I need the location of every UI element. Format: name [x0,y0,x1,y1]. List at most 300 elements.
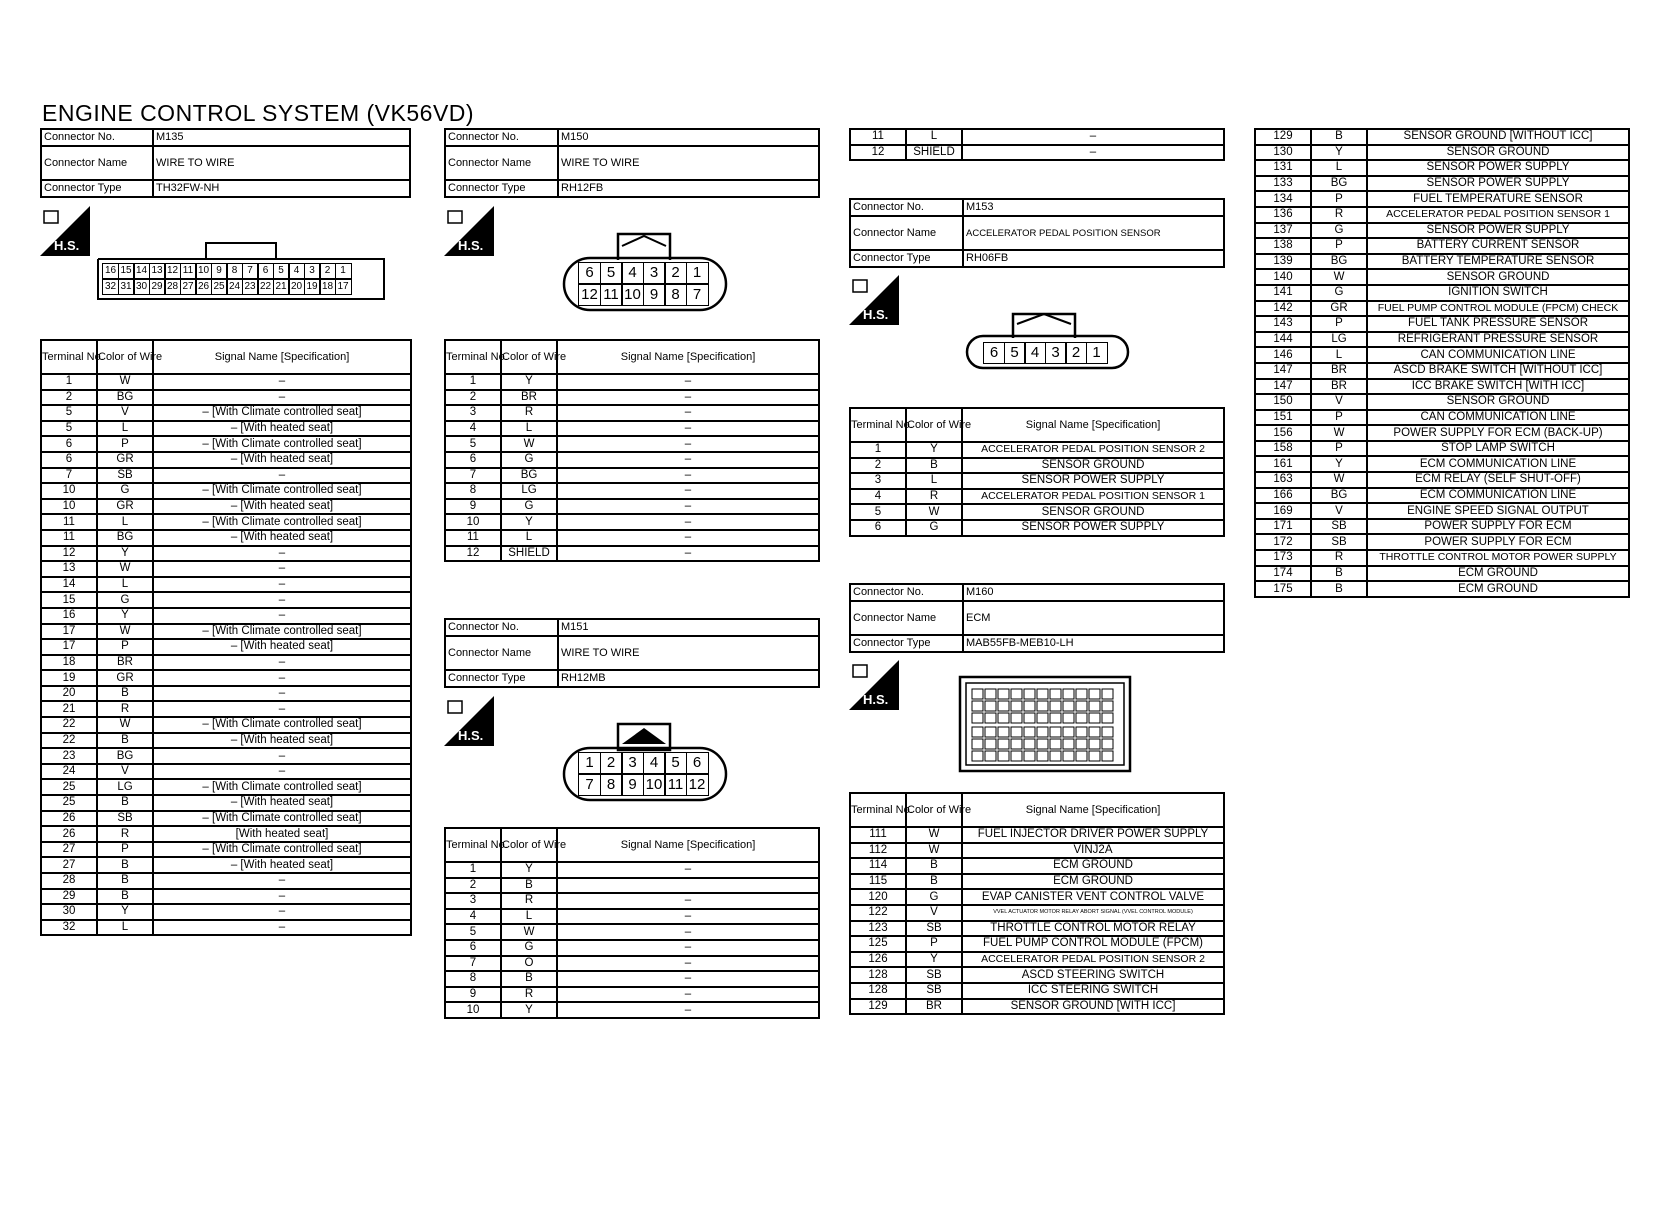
table-row [1255,145,1629,161]
connector-pin: 11 [664,774,687,796]
table-row [1255,129,1629,145]
terminal-cell: 7 [445,468,501,484]
signal-cell: IGNITION SWITCH [1367,285,1629,301]
wire-color-cell: G [906,889,962,905]
connector-pin: 16 [102,263,119,279]
ecm-connector-cavity [1011,701,1022,711]
ecm-connector-cavity [1076,727,1087,737]
terminal-cell: 1 [445,862,501,878]
ecm-connector-cavity [1063,751,1074,761]
signal-cell: – [153,546,411,562]
signal-cell: ECM RELAY (SELF SHUT-OFF) [1367,472,1629,488]
signal-cell: – [153,920,411,936]
m151-cont-pin-table [849,128,1225,161]
wire-color-cell: Y [906,952,962,968]
signal-cell: – [557,862,819,878]
signal-cell: SENSOR POWER SUPPLY [1367,176,1629,192]
m153-pin-table [849,407,1225,537]
table-row [1255,332,1629,348]
terminal-cell: 5 [41,405,97,421]
m135-connector [96,241,386,306]
terminal-cell: 16 [41,608,97,624]
signal-cell: ECM COMMUNICATION LINE [1367,488,1629,504]
terminal-cell: 7 [41,468,97,484]
table-row [850,843,1224,859]
wire-color-cell: Y [1311,456,1367,472]
wire-color-cell: R [501,987,557,1003]
connector-no-label: Connector No. [850,584,963,601]
connector-pin: 27 [180,279,197,295]
ecm-connector-cavity [1063,727,1074,737]
ecm-connector-cavity [998,713,1009,723]
connector-pin: 4 [643,752,666,774]
table-row [1255,316,1629,332]
signal-cell: – [557,421,819,437]
table-row [41,795,411,811]
ecm-connector-cavity [1024,727,1035,737]
signal-cell: – [153,592,411,608]
signal-cell: THROTTLE CONTROL MOTOR POWER SUPPLY [1367,550,1629,566]
ecm-connector-cavity [972,689,983,699]
table-row [850,473,1224,489]
wire-color-cell: V [97,405,153,421]
ecm-connector-cavity [985,727,996,737]
signal-cell: – [With heated seat] [153,733,411,749]
connector-pin: 2 [319,263,336,279]
signal-name-header: Signal Name [Specification] [962,793,1224,827]
m160-cont-block [1254,128,1630,598]
signal-cell: – [557,940,819,956]
wire-color-cell: GR [97,452,153,468]
signal-cell: FUEL INJECTOR DRIVER POWER SUPPLY [962,827,1224,843]
signal-cell: – [962,145,1224,161]
connector-name-label: Connector Name [850,216,963,250]
ecm-connector-cavity [1024,701,1035,711]
signal-cell: – [557,530,819,546]
table-row [850,889,1224,905]
wire-color-cell: R [501,893,557,909]
signal-name-header: Signal Name [Specification] [557,340,819,374]
ecm-connector-cavity [972,739,983,749]
terminal-cell: 12 [445,546,501,562]
signal-cell: – [With heated seat] [153,530,411,546]
connector-pin: 31 [118,279,135,295]
signal-cell: POWER SUPPLY FOR ECM [1367,519,1629,535]
terminal-cell: 173 [1255,550,1311,566]
table-row [41,639,411,655]
terminal-cell: 27 [41,842,97,858]
table-row [41,889,411,905]
terminal-cell: 138 [1255,238,1311,254]
terminal-cell: 5 [445,436,501,452]
signal-cell: – [153,577,411,593]
wire-color-cell: W [97,374,153,390]
signal-cell: SENSOR GROUND [1367,145,1629,161]
signal-cell: – [557,452,819,468]
wire-color-cell: L [1311,347,1367,363]
signal-cell: – [557,893,819,909]
terminal-cell: 25 [41,795,97,811]
table-row [445,436,819,452]
connector-name-value: WIRE TO WIRE [153,146,410,180]
wire-color-cell: W [97,624,153,640]
connector-pin: 7 [686,284,709,306]
terminal-cell: 2 [445,878,501,894]
table-row [850,952,1224,968]
terminal-cell: 6 [41,436,97,452]
wire-color-cell: P [1311,410,1367,426]
table-row [850,827,1224,843]
m151-pin-table [444,827,820,1019]
connector-pin: 13 [149,263,166,279]
terminal-cell: 143 [1255,316,1311,332]
connector-name-label: Connector Name [850,601,963,635]
terminal-cell: 1 [850,442,906,458]
terminal-cell: 172 [1255,534,1311,550]
signal-cell: ECM GROUND [1367,566,1629,582]
connector-pin: 1 [686,262,709,284]
connector-name-label: Connector Name [41,146,153,180]
m151-pin-block [444,827,820,1019]
ecm-connector-cavity [972,713,983,723]
connector-type-label: Connector Type [41,180,153,197]
table-row [41,670,411,686]
connector-pin: 3 [643,262,666,284]
terminal-cell: 128 [850,983,906,999]
terminal-cell: 2 [850,458,906,474]
signal-cell: SENSOR GROUND [WITH ICC] [962,999,1224,1015]
wire-color-cell: Y [501,374,557,390]
terminal-cell: 151 [1255,410,1311,426]
signal-cell: – [557,468,819,484]
terminal-cell: 12 [850,145,906,161]
wire-color-cell: G [501,499,557,515]
wire-color-cell: L [501,421,557,437]
wire-color-cell: BG [1311,176,1367,192]
terminal-cell: 15 [41,592,97,608]
connector-name-value: ACCELERATOR PEDAL POSITION SENSOR [963,216,1224,250]
terminal-cell: 156 [1255,425,1311,441]
ecm-connector-cavity [1050,713,1061,723]
ecm-connector-cavity [1037,727,1048,737]
ecm-connector-cavity [1037,689,1048,699]
wire-color-cell: L [97,920,153,936]
wire-color-cell: SHIELD [501,546,557,562]
wire-color-cell: B [501,878,557,894]
ecm-connector-cavity [1063,739,1074,749]
wire-color-cell: G [906,520,962,536]
connector-pin: 12 [164,263,181,279]
table-row [1255,425,1629,441]
terminal-cell: 14 [41,577,97,593]
ecm-connector-cavity [1089,689,1100,699]
ecm-connector-cavity [1011,689,1022,699]
ecm-connector-cavity [998,739,1009,749]
terminal-cell: 13 [41,561,97,577]
terminal-cell: 6 [850,520,906,536]
connector-type-value: RH12FB [558,180,819,197]
wire-color-cell: Y [501,514,557,530]
wire-color-cell: SB [906,921,962,937]
table-row [1255,269,1629,285]
terminal-cell: 129 [850,999,906,1015]
connector-pin: 2 [664,262,687,284]
wire-color-cell: B [97,795,153,811]
ecm-connector-cavity [998,751,1009,761]
terminal-cell: 140 [1255,269,1311,285]
terminal-cell: 111 [850,827,906,843]
wire-color-cell: G [1311,223,1367,239]
terminal-cell: 8 [445,483,501,499]
m153-pin-block [849,407,1225,537]
signal-cell: – [With Climate controlled seat] [153,842,411,858]
signal-cell: – [153,748,411,764]
connector-type-label: Connector Type [850,635,963,652]
signal-cell: – [557,1002,819,1018]
table-row [1255,223,1629,239]
terminal-cell: 123 [850,921,906,937]
connector-pin: 17 [335,279,352,295]
connector-pin: 5 [600,262,623,284]
wire-color-cell: W [97,561,153,577]
connector-name-value: WIRE TO WIRE [558,146,819,180]
m135-pin-block [40,339,412,936]
table-row [1255,581,1629,597]
ecm-connector-cavity [1037,713,1048,723]
wire-color-cell: W [501,436,557,452]
terminal-cell: 131 [1255,160,1311,176]
ecm-connector-cavity [1011,713,1022,723]
signal-cell: VVEL ACTUATOR MOTOR RELAY ABORT SIGNAL (VVEL CONTROL MODULE) [962,905,1224,921]
m160-pin-table [849,792,1225,1015]
signal-cell: THROTTLE CONTROL MOTOR RELAY [962,921,1224,937]
ecm-connector-cavity [1037,701,1048,711]
connector-pin: 8 [664,284,687,306]
signal-cell: BATTERY TEMPERATURE SENSOR [1367,254,1629,270]
terminal-cell: 11 [850,129,906,145]
connector-pin: 28 [164,279,181,295]
hs-icon [849,275,899,325]
wire-color-cell: BG [97,530,153,546]
m135-pin-table [40,339,412,936]
connector-type-label: Connector Type [850,250,963,267]
ecm-connector-cavity [1089,751,1100,761]
table-row [445,530,819,546]
wire-color-cell: B [906,858,962,874]
table-row [1255,191,1629,207]
terminal-cell: 4 [445,909,501,925]
connector-pin: 9 [621,774,644,796]
table-row [41,405,411,421]
terminal-cell: 6 [445,452,501,468]
table-row [41,764,411,780]
terminal-cell: 11 [445,530,501,546]
signal-cell: REFRIGERANT PRESSURE SENSOR [1367,332,1629,348]
table-row [445,987,819,1003]
wire-color-cell: B [97,873,153,889]
connector-pin: 4 [288,263,305,279]
terminal-cell: 175 [1255,581,1311,597]
ecm-connector-cavity [1102,739,1113,749]
wire-color-cell: W [1311,472,1367,488]
ecm-connector-cavity [1024,739,1035,749]
signal-cell: – [557,514,819,530]
hs-label: H.S. [863,307,889,322]
m150-pin-block [444,339,820,562]
connector-no-value: M151 [558,619,819,636]
wire-color-cell: P [97,436,153,452]
ecm-connector-cavity [1076,701,1087,711]
hs-label: H.S. [54,238,80,253]
terminal-cell: 174 [1255,566,1311,582]
signal-cell: – [With Climate controlled seat] [153,514,411,530]
wire-color-cell: Y [906,442,962,458]
table-row [1255,394,1629,410]
table-row [1255,472,1629,488]
wire-color-cell: SB [97,811,153,827]
signal-cell: – [With heated seat] [153,795,411,811]
connector-pin: 8 [226,263,243,279]
connector-no-label: Connector No. [850,199,963,216]
ecm-connector-cavity [1102,751,1113,761]
connector-pin: 9 [643,284,666,306]
signal-cell: FUEL PUMP CONTROL MODULE (FPCM) [962,936,1224,952]
wire-color-cell: B [906,874,962,890]
signal-cell: – [153,764,411,780]
terminal-cell: 1 [445,374,501,390]
ecm-connector-cavity [1050,689,1061,699]
signal-cell: – [153,561,411,577]
signal-cell: SENSOR GROUND [962,458,1224,474]
signal-cell: ENGINE SPEED SIGNAL OUTPUT [1367,503,1629,519]
wire-color-cell: L [906,473,962,489]
wire-color-cell: LG [1311,332,1367,348]
m151-connector [560,720,730,809]
signal-cell: – [557,390,819,406]
terminal-cell: 141 [1255,285,1311,301]
connector-pin: 21 [273,279,290,295]
m151-block [444,618,820,688]
table-row [41,514,411,530]
table-row [1255,207,1629,223]
table-row [41,483,411,499]
wire-color-cell: Y [501,1002,557,1018]
wire-color-cell: B [501,971,557,987]
ecm-connector-cavity [1102,713,1113,723]
connector-pin: 15 [118,263,135,279]
terminal-cell: 171 [1255,519,1311,535]
connector-type-label: Connector Type [445,670,558,687]
wire-color-cell: Y [1311,145,1367,161]
connector-no-value: M135 [153,129,410,146]
terminal-cell: 9 [445,499,501,515]
ecm-connector-cavity [1102,689,1113,699]
connector-pin: 4 [621,262,644,284]
signal-cell: – [557,405,819,421]
connector-pin: 1 [335,263,352,279]
wire-color-cell: P [97,842,153,858]
signal-cell: – [With heated seat] [153,639,411,655]
terminal-cell: 17 [41,624,97,640]
wire-color-cell: SB [906,967,962,983]
connector-no-label: Connector No. [41,129,153,146]
table-row [41,857,411,873]
m160-connector-shape [958,675,1134,775]
ecm-connector-cavity [1011,739,1022,749]
wire-color-cell: W [906,504,962,520]
signal-cell: [With heated seat] [153,826,411,842]
wire-color-cell: BR [1311,379,1367,395]
connector-type-value: RH12MB [558,670,819,687]
ecm-connector-cavity [1102,727,1113,737]
terminal-cell: 128 [850,967,906,983]
table-row [445,452,819,468]
terminal-cell: 10 [445,1002,501,1018]
connector-pin: 3 [1045,342,1067,364]
terminal-cell: 27 [41,857,97,873]
terminal-no-header: Terminal No. [850,793,906,827]
terminal-cell: 9 [445,987,501,1003]
table-row [1255,176,1629,192]
terminal-cell: 12 [41,546,97,562]
table-row [41,733,411,749]
connector-pin: 8 [600,774,623,796]
signal-cell: – [153,670,411,686]
table-row [41,717,411,733]
table-row [41,452,411,468]
wire-color-cell: B [1311,566,1367,582]
signal-cell: SENSOR GROUND [WITHOUT ICC] [1367,129,1629,145]
signal-cell: – [With Climate controlled seat] [153,483,411,499]
ecm-connector-cavity [1089,701,1100,711]
terminal-cell: 21 [41,701,97,717]
ecm-connector-cavity [972,751,983,761]
wire-color-cell: R [1311,550,1367,566]
connector-pin: 5 [664,752,687,774]
m150-connector [560,230,730,319]
connector-pin: 4 [1024,342,1046,364]
table-row [1255,488,1629,504]
table-row [41,826,411,842]
connector-no-label: Connector No. [445,129,558,146]
wire-color-cell: GR [97,670,153,686]
m150-info-table [444,128,820,198]
wire-color-cell: B [1311,581,1367,597]
signal-cell: ECM GROUND [962,858,1224,874]
table-row [1255,347,1629,363]
signal-cell: ECM GROUND [1367,581,1629,597]
terminal-cell: 129 [1255,129,1311,145]
table-row [41,655,411,671]
color-of-wire-header: Color of Wire [906,793,962,827]
connector-pin: 1 [1086,342,1108,364]
terminal-cell: 169 [1255,503,1311,519]
ecm-connector-cavity [1011,751,1022,761]
wire-color-cell: SB [906,983,962,999]
table-row [41,686,411,702]
signal-cell: – [557,971,819,987]
terminal-cell: 22 [41,717,97,733]
wire-color-cell: BR [501,390,557,406]
signal-cell: SENSOR GROUND [1367,269,1629,285]
connector-pin: 6 [686,752,709,774]
table-row [41,873,411,889]
signal-cell: SENSOR GROUND [962,504,1224,520]
color-of-wire-header: Color of Wire [906,408,962,442]
table-row [1255,566,1629,582]
wire-color-cell: P [1311,238,1367,254]
signal-cell: EVAP CANISTER VENT CONTROL VALVE [962,889,1224,905]
